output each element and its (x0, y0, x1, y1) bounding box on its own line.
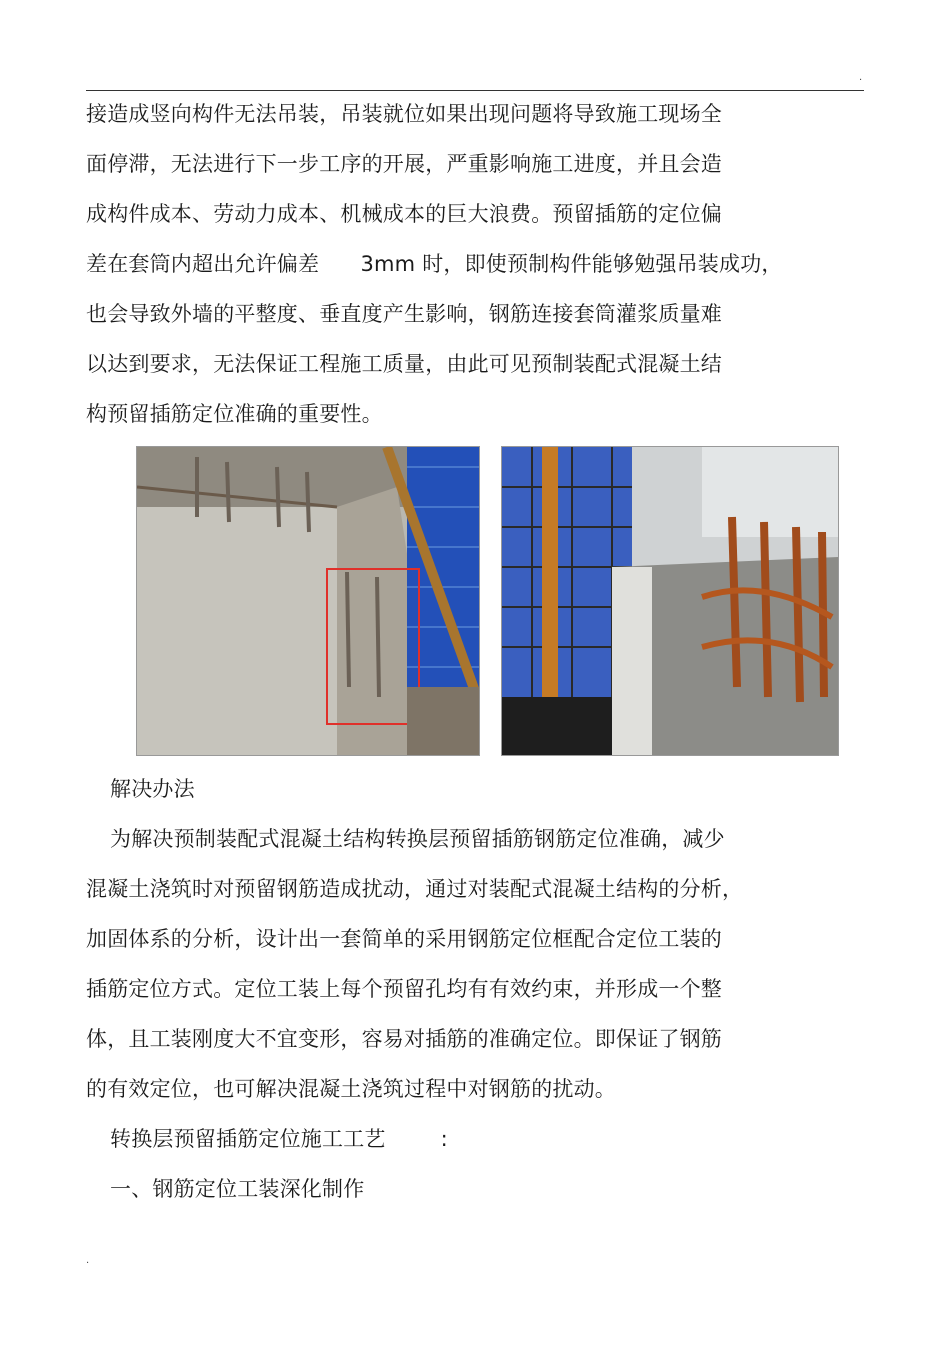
paragraph-line: 插筋定位方式。定位工装上每个预留孔均有有效约束，并形成一个整 (86, 977, 722, 1001)
paragraph-line: 混凝土浇筑时对预留钢筋造成扰动，通过对装配式混凝土结构的分析， (86, 877, 744, 901)
step-heading: 一、钢筋定位工装深化制作 (110, 1177, 365, 1201)
paragraph-line: 接造成竖向构件无法吊装，吊装就位如果出现问题将导致施工现场全 (86, 102, 722, 126)
process-heading: 转换层预留插筋定位施工工艺 : (110, 1127, 448, 1151)
site-photo-rebar-left-icon (137, 447, 479, 755)
section-heading: 解决办法 (110, 777, 195, 801)
paragraph-line: 加固体系的分析，设计出一套简单的采用钢筋定位框配合定位工装的 (86, 927, 722, 951)
paragraph-line: 面停滞，无法进行下一步工序的开展，严重影响施工进度，并且会造 (86, 152, 722, 176)
paragraph-line: 差在套筒内超出允许偏差 3mm 时，即使预制构件能够勉强吊装成功， (86, 252, 783, 276)
paragraph-line: 体，且工装刚度大不宜变形，容易对插筋的准确定位。即保证了钢筋 (86, 1027, 722, 1051)
site-photo-rebar-right-icon (502, 447, 838, 755)
header-rule (86, 90, 864, 91)
site-photo-right (501, 446, 839, 756)
paragraph-line: 的有效定位，也可解决混凝土浇筑过程中对钢筋的扰动。 (86, 1077, 616, 1101)
site-photo-left (136, 446, 480, 756)
paragraph-line: 构预留插筋定位准确的重要性。 (86, 402, 383, 426)
paragraph-line: 以达到要求，无法保证工程施工质量，由此可见预制装配式混凝土结 (86, 352, 722, 376)
paragraph-line: 也会导致外墙的平整度、垂直度产生影响，钢筋连接套筒灌浆质量难 (86, 302, 722, 326)
header-mark: . (859, 72, 863, 83)
paragraph-line: 为解决预制装配式混凝土结构转换层预留插筋钢筋定位准确，减少 (110, 827, 725, 851)
footer-mark: . (86, 1255, 90, 1266)
paragraph-line: 成构件成本、劳动力成本、机械成本的巨大浪费。预留插筋的定位偏 (86, 202, 722, 226)
